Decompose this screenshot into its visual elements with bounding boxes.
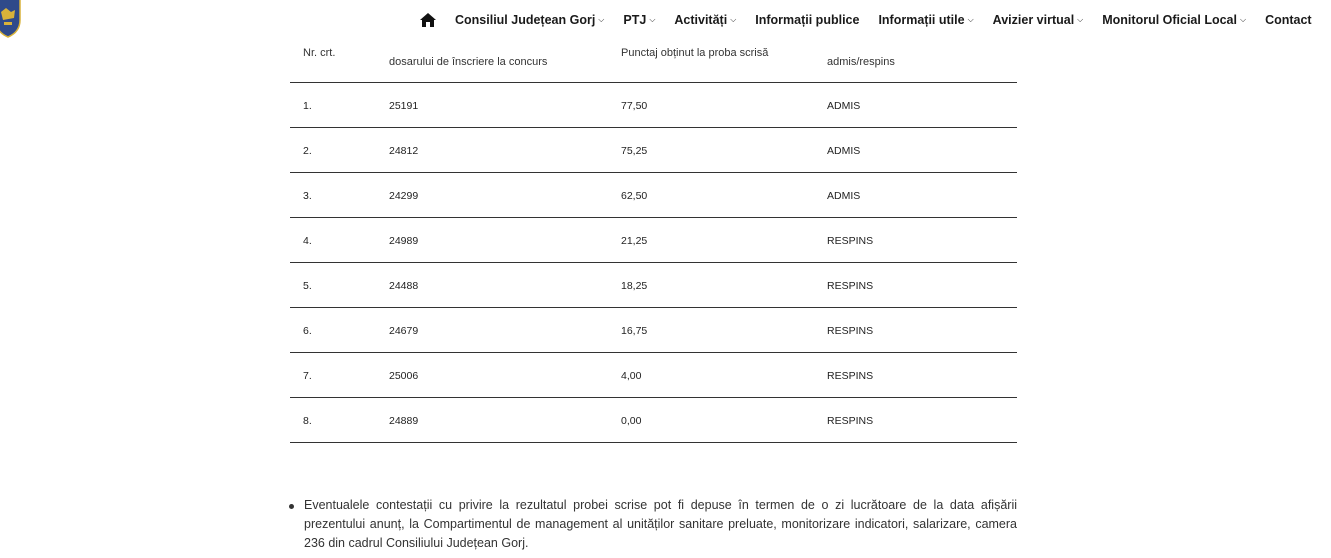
cell-dosar: 24989 (389, 235, 419, 247)
chevron-down-icon: ⌵ (1239, 15, 1247, 24)
cell-punctaj: 16,75 (621, 325, 648, 337)
chevron-down-icon: ⌵ (598, 15, 605, 24)
nav-item-informatii-utile[interactable]: Informații utile ⌵ (878, 13, 974, 27)
table-row (290, 263, 1017, 308)
cell-dosar: 24812 (389, 145, 419, 157)
cell-nr: 8. (303, 415, 312, 427)
cell-nr: 4. (303, 235, 312, 247)
cell-dosar: 24889 (389, 415, 419, 427)
cell-dosar: 24488 (389, 280, 419, 292)
header-punctaj: Punctaj obținut la proba scrisă (621, 47, 769, 59)
table-row (290, 308, 1017, 353)
results-table (290, 40, 1017, 443)
cell-punctaj: 0,00 (621, 415, 642, 427)
chevron-down-icon: ⌵ (649, 15, 656, 24)
cell-nr: 3. (303, 190, 312, 202)
site-header (0, 0, 1312, 40)
cell-rezultat: RESPINS (827, 325, 874, 337)
chevron-down-icon: ⌵ (730, 15, 737, 24)
chevron-down-icon: ⌵ (967, 15, 974, 24)
nav-item-consiliul[interactable]: Consiliul Județean Gorj ⌵ (455, 13, 605, 27)
cell-punctaj: 18,25 (621, 280, 648, 292)
header-nr-crt: Nr. crt. (303, 47, 336, 59)
nav-item-informatii-publice[interactable]: Informații publice (755, 13, 860, 27)
table-row (290, 218, 1017, 263)
cell-punctaj: 21,25 (621, 235, 648, 247)
cell-punctaj: 75,25 (621, 145, 648, 157)
cell-dosar: 24679 (389, 325, 419, 337)
cell-dosar: 24299 (389, 190, 419, 202)
header-dosar: dosarului de înscriere la concurs (389, 56, 548, 68)
cell-punctaj: 4,00 (621, 370, 642, 382)
table-header (290, 40, 1017, 83)
cell-nr: 1. (303, 100, 312, 112)
cell-rezultat: RESPINS (827, 415, 874, 427)
home-icon[interactable] (420, 13, 436, 27)
notice-contestatii: Eventualele contestații cu privire la rezultatul probei scrise pot fi depuse în termen de o zi lucrătoare de la data afișării prezentului anunț, la Compartimentul de management al unităților sanitare preluate, monitorizare indicatori, salarizare, camera 236 din cadrul Consiliului Județean Gorj. (287, 496, 1017, 553)
cell-punctaj: 77,50 (621, 100, 648, 112)
table-row (290, 83, 1017, 128)
table-row (290, 398, 1017, 443)
nav-item-ptj[interactable]: PTJ ⌵ (623, 13, 656, 27)
cell-rezultat: RESPINS (827, 280, 874, 292)
table-row (290, 173, 1017, 218)
header-admis-respins: admis/respins (827, 56, 895, 68)
chevron-down-icon: ⌵ (1077, 15, 1084, 24)
nav-item-avizier-virtual[interactable]: Avizier virtual ⌵ (992, 13, 1084, 27)
cell-rezultat: ADMIS (827, 145, 861, 157)
cell-rezultat: ADMIS (827, 100, 861, 112)
county-coat-of-arms-icon[interactable] (0, 0, 22, 38)
cell-rezultat: ADMIS (827, 190, 861, 202)
notice-list (287, 496, 1017, 553)
nav-item-contact[interactable]: Contact (1265, 13, 1312, 27)
cell-rezultat: RESPINS (827, 370, 874, 382)
table-row (290, 353, 1017, 398)
main-nav (420, 0, 1331, 40)
cell-punctaj: 62,50 (621, 190, 648, 202)
cell-dosar: 25191 (389, 100, 419, 112)
cell-dosar: 25006 (389, 370, 419, 382)
table-row (290, 128, 1017, 173)
nav-item-monitorul-oficial[interactable]: Monitorul Oficial Local ⌵ (1102, 13, 1247, 27)
cell-nr: 5. (303, 280, 312, 292)
nav-item-activitati[interactable]: Activități ⌵ (674, 13, 737, 27)
cell-rezultat: RESPINS (827, 235, 874, 247)
cell-nr: 2. (303, 145, 312, 157)
cell-nr: 6. (303, 325, 312, 337)
cell-nr: 7. (303, 370, 312, 382)
